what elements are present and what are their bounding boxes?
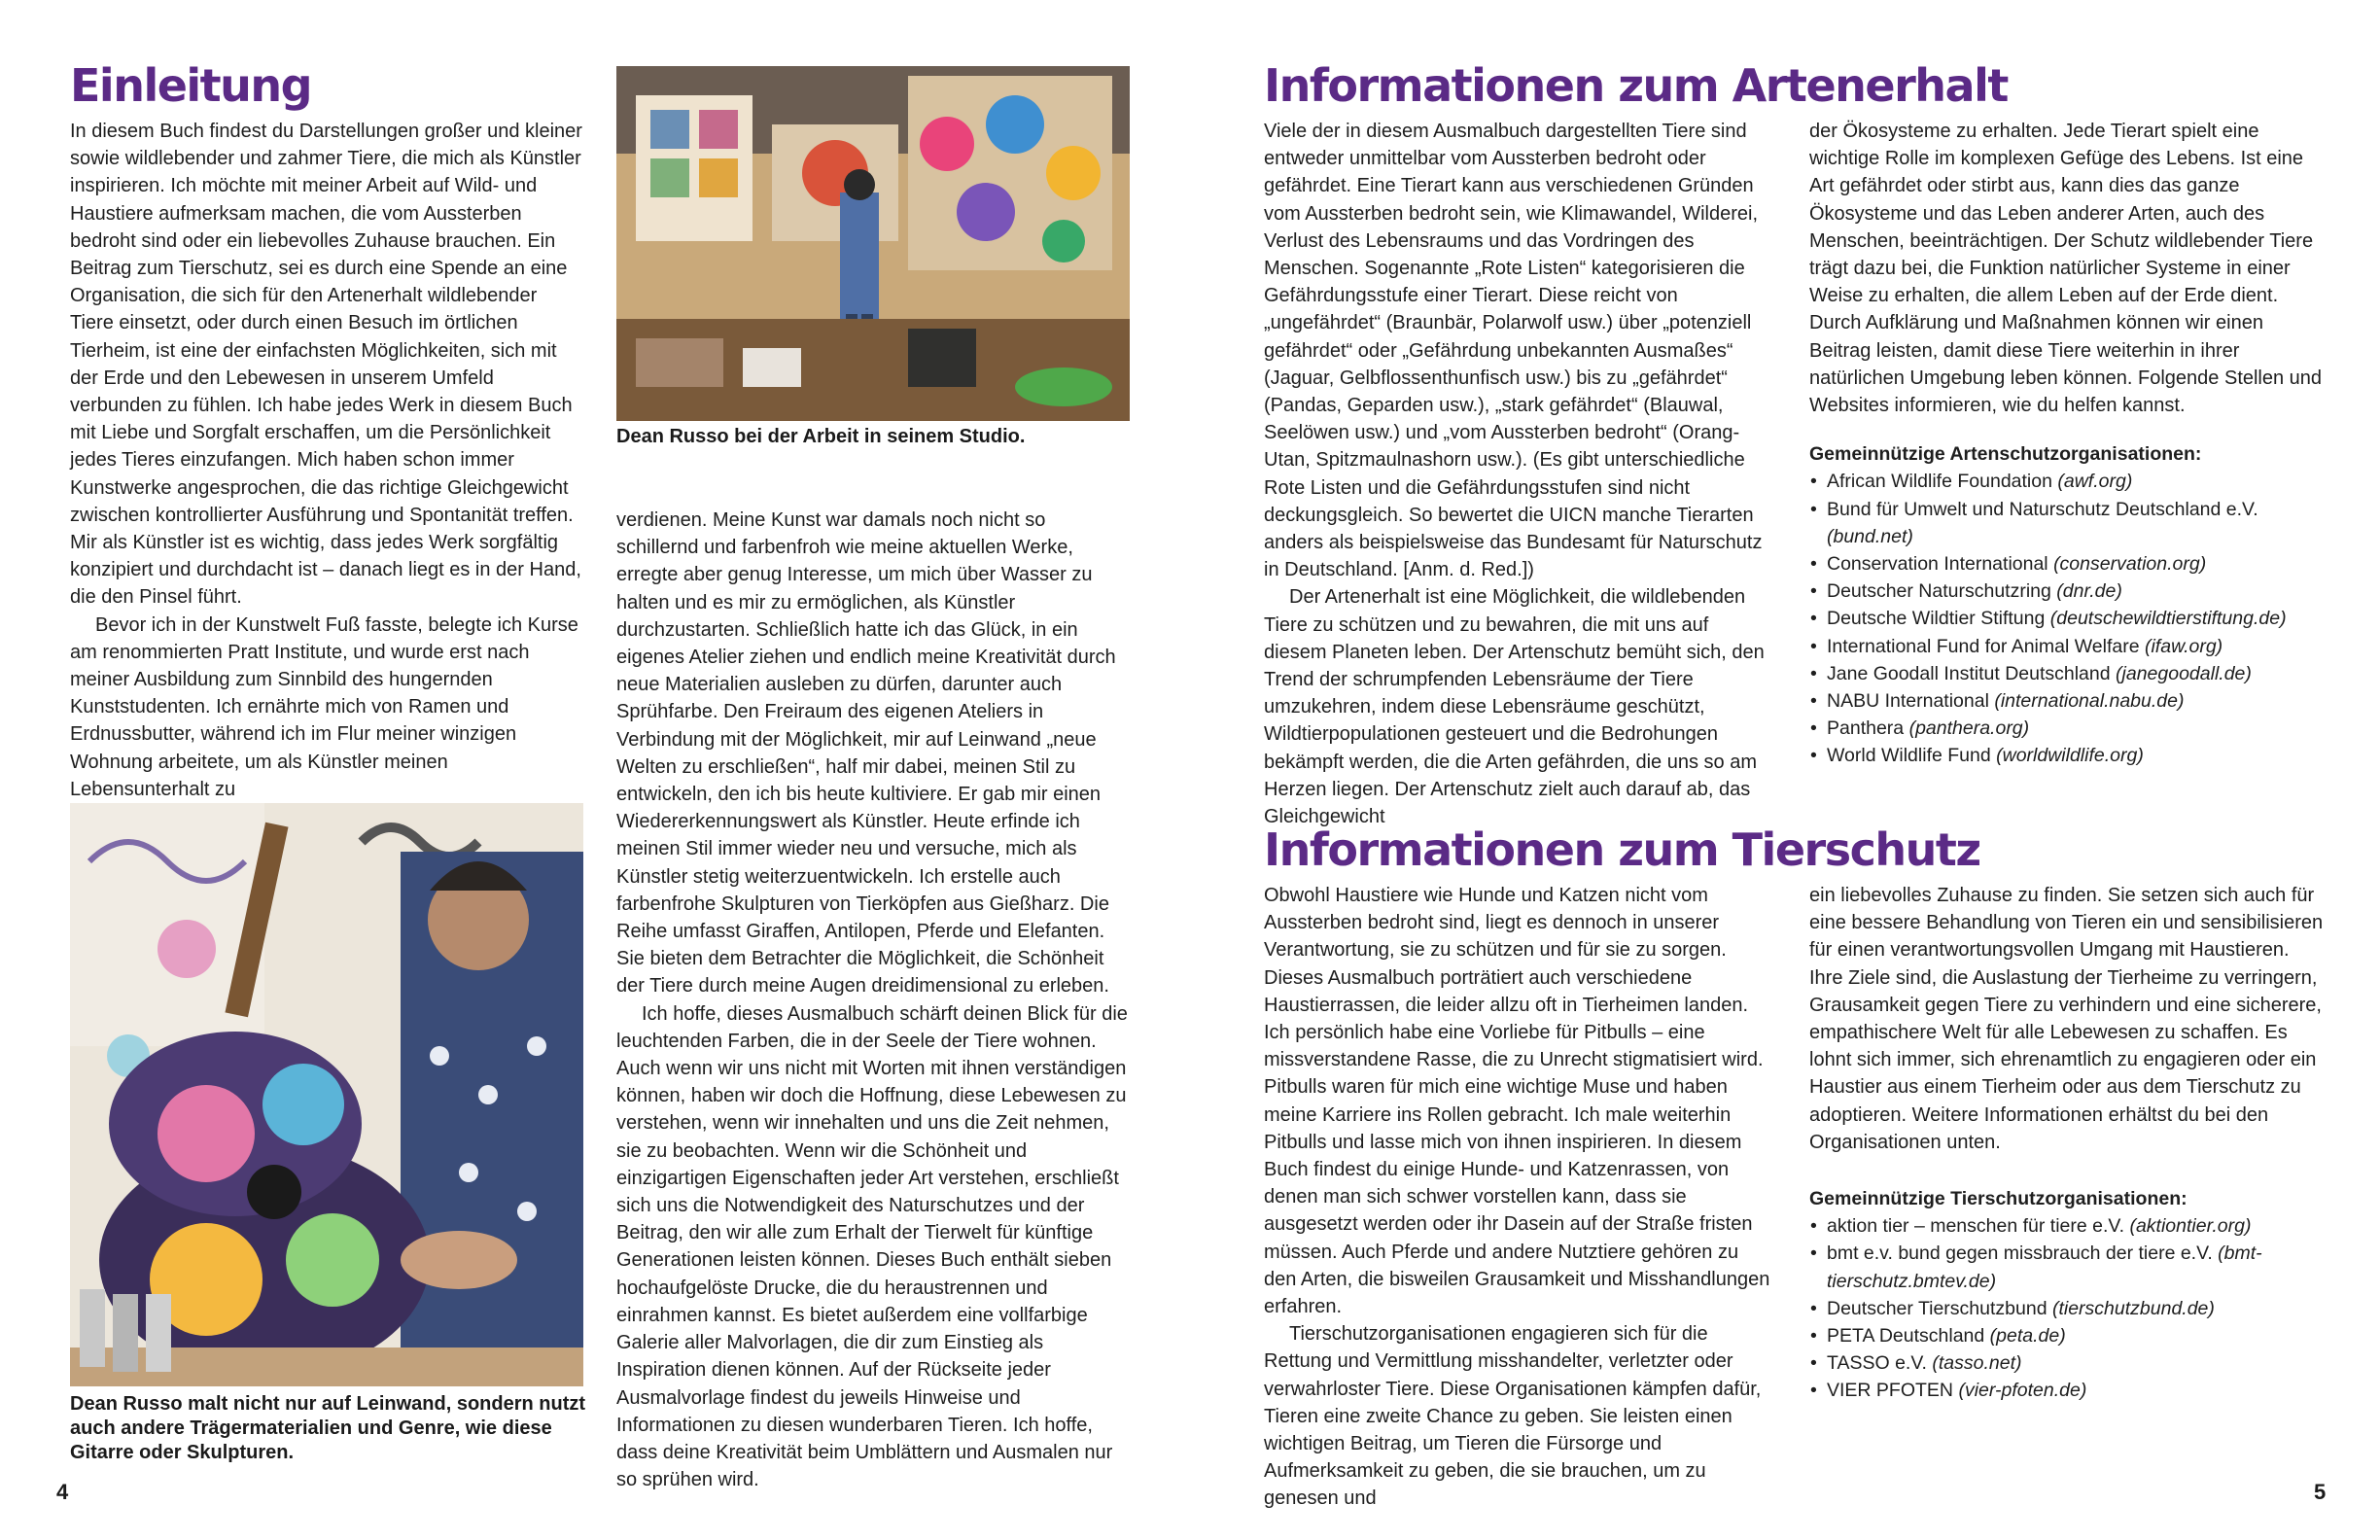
org-url: (bund.net) [1827, 525, 1913, 547]
org-name: VIER PFOTEN [1827, 1380, 1954, 1402]
intro-column-2 [616, 507, 1132, 1493]
artenerhalt-paragraph: der Ökosysteme zu erhalten. Jede Tierart spielt eine wichtige Rolle im komplexen Gefüge des Lebens. Ist eine Art gefährdet oder stirbt aus, kann dies das ganze Ökosysteme und das Leben anderer Arten, auch des Menschen, beeinträchtigen. Der Schutz wildlebender Tiere trägt dazu bei, die Funktion natürlicher Systeme in einer Weise zu erhalten, die allem Leben auf der Erde dient. Durch Aufklärung und Maßnahmen können wir einen Beitrag leisten, damit diese Tiere weiterhin in ihrer natürlichen Umgebung leben können. Folgende Stellen und Websites informieren, wie du helfen kannst. [1809, 121, 2323, 417]
artenerhalt-column-1 [1264, 118, 1775, 830]
org-url: (international.nabu.de) [1994, 690, 2185, 713]
guitar-photo [70, 803, 583, 1386]
org-url: (awf.org) [2057, 471, 2133, 493]
org-url: (worldwildlife.org) [1996, 745, 2144, 767]
artenschutz-org-title: Gemeinnützige Artenschutzorganisationen: [1809, 443, 2202, 466]
org-url: (vier-pfoten.de) [1958, 1380, 2087, 1402]
org-list-item [1809, 578, 2327, 605]
org-url: (aktiontier.org) [2129, 1215, 2252, 1238]
bullet-icon: • [1810, 1297, 1817, 1319]
tierschutz-paragraph: Obwohl Haustiere wie Hunde und Katzen nicht vom Aussterben bedroht sind, liegt es dennoch in unserer Verantwortung, sie zu schützen und für sie zu sorgen. Dieses Ausmalbuch porträtiert auch verschiedene Haustierrassen, die leider allzu oft in Tierheimen landen. Ich persönlich habe eine Vorliebe für Pitbulls – eine missverstandene Rasse, die zu Unrecht stigmatisiert wird. Pitbulls waren für mich eine wichtige Muse und haben meine Karriere ins Rollen gebracht. Ich male weiterhin Pitbulls und lasse mich von ihnen inspirieren. In diesem Buch findest du einige Hunde- und Katzenrassen, von denen man sich schwer vorstellen kann, dass sie ausgesetzt werden oder ihr Dasein auf der Straße fristen müssen. Auch Pferde und andere Nutztiere gehören zu den Arten, die bisweilen Grausamkeit und Misshandlungen erfahren. [1264, 885, 1770, 1318]
org-name: Deutsche Wildtier Stiftung [1827, 608, 2046, 630]
org-list-item [1809, 605, 2327, 632]
intro-paragraph: Bevor ich in der Kunstwelt Fuß fasste, belegte ich Kurse am renommierten Pratt Institute, und wurde erst nach meiner Ausbildung zum Sinnbild des hungernden Kunststudenten. Ich ernährte mich von Ramen und Erdnussbutter, während ich im Flur meiner winzigen Wohnung arbeitete, um als Künstler meinen Lebensunterhalt zu [70, 613, 578, 800]
artenschutz-org-list [1809, 468, 2327, 769]
studio-photo-image [616, 66, 1130, 421]
artenerhalt-paragraph: Viele der in diesem Ausmalbuch dargestellten Tiere sind entweder unmittelbar vom Aussterben bedroht oder gefährdet. Eine Tierart kann aus verschiedenen Gründen vom Aussterben bedroht sein, wie Klimawandel, Wilderei, Verlust des Lebensraums und das Vordringen des Menschen. Sogenannte „Rote Listen“ kategorisieren die Gefährdungsstufe einer Tierart. Diese reicht von „ungefährdet“ (Braunbär, Polarwolf usw.) über „potenziell gefährdet“ oder „Gefährdung unbekannten Ausmaßes“ (Jaguar, Gelbflossenthunfisch usw.) bis zu „gefährdet“ (Pandas, Geparden usw.), „stark gefährdet“ (Blauwal, Seelöwen usw.) und „vom Aussterben bedroht“ (Orang-Utan, Spitzmaulnashorn usw.). (Es gibt unterschiedliche Rote Listen und die Gefährdungsstufen sind nicht deckungsgleich. So bewertet die UICN manche Tierarten anders als beispielsweise das Bundesamt für Naturschutz in Deutschland. [Anm. d. Red.]) [1264, 121, 1763, 581]
org-list-item [1809, 660, 2327, 687]
org-list-item [1809, 496, 2327, 550]
org-name: African Wildlife Foundation [1827, 471, 2052, 493]
heading-einleitung: Einleitung [70, 59, 312, 112]
page-number-left: 4 [56, 1480, 69, 1504]
org-url: (dnr.de) [2056, 580, 2122, 603]
bullet-icon: • [1810, 1242, 1817, 1265]
bullet-icon: • [1810, 635, 1817, 657]
bullet-icon: • [1810, 471, 1817, 493]
org-url: (bmt-tierschutz.bmtev.de) [1827, 1242, 2262, 1292]
org-list-item [1809, 742, 2327, 769]
org-name: Panthera [1827, 718, 1905, 740]
org-name: bmt e.v. bund gegen missbrauch der tiere e.V. [1827, 1242, 2213, 1265]
org-list-item [1809, 633, 2327, 660]
org-list-item [1809, 468, 2327, 495]
bullet-icon: • [1810, 745, 1817, 767]
bullet-icon: • [1810, 580, 1817, 603]
org-name: Bund für Umwelt und Naturschutz Deutschland e.V. [1827, 498, 2258, 520]
bullet-icon: • [1810, 1352, 1817, 1375]
intro-paragraph: Ich hoffe, dieses Ausmalbuch schärft deinen Blick für die leuchtenden Farben, die in der Seele der Tiere wohnen. Auch wenn wir uns nicht mit Worten mit ihnen verständigen können, haben wir doch die Hoffnung, diese Lebewesen zu verstehen, wenn wir innehalten und uns die Zeit nehmen, sie zu beobachten. Wenn wir die Schönheit und einzigartigen Eigenschaften jeder Art verstehen, erschließt sich uns die Notwendigkeit des Naturschutzes und der Beitrag, den wir alle zum Erhalt der Tierwelt für künftige Generationen leisten können. Dieses Buch enthält sieben hochaufgelöste Drucke, die du heraustrennen und einrahmen kannst. Es bietet außerdem eine vollfarbige Galerie aller Malvorlagen, die dir zum Einstieg als Inspiration dienen können. Auf der Rückseite jeder Ausmalvorlage findest du jeweils Hinweise und Informationen zu diesen wunderbaren Tieren. Ich hoffe, dass deine Kreativität beim Umblättern und Ausmalen nur so sprühen wird. [616, 1002, 1128, 1491]
org-name: TASSO e.V. [1827, 1352, 1927, 1375]
tierschutz-column-2 [1809, 882, 2327, 1405]
tierschutz-paragraph: Tierschutzorganisationen engagieren sich für die Rettung und Vermittlung misshandelter, verletzter oder verwahrloster Tiere. Diese Organisationen kämpfen dafür, Tieren eine zweite Chance zu geben. Sie leisten einen wichtigen Beitrag, um Tieren die Fürsorge und Aufmerksamkeit zu geben, die sie brauchen, um zu genesen und [1264, 1323, 1762, 1510]
bullet-icon: • [1810, 1215, 1817, 1238]
org-url: (tierschutzbund.de) [2051, 1297, 2215, 1319]
org-name: Deutscher Naturschutzring [1827, 580, 2051, 603]
tierschutz-org-title: Gemeinnützige Tierschutzorganisationen: [1809, 1188, 2188, 1210]
org-url: (deutschewildtierstiftung.de) [2049, 608, 2287, 630]
org-name: Conservation International [1827, 553, 2048, 576]
org-list-item [1809, 715, 2327, 742]
org-url: (conservation.org) [2053, 553, 2207, 576]
org-name: Deutscher Tierschutzbund [1827, 1297, 2048, 1319]
caption-studio: Dean Russo bei der Arbeit in seinem Studio. [616, 426, 1026, 447]
org-name: aktion tier – menschen für tiere e.V. [1827, 1215, 2125, 1238]
caption-guitar: Dean Russo malt nicht nur auf Leinwand, sondern nutzt auch andere Trägermaterialien und Genre, wie diese Gitarre oder Skulpturen. [70, 1393, 586, 1463]
bullet-icon: • [1810, 498, 1817, 520]
intro-paragraph: In diesem Buch findest du Darstellungen großer und kleiner sowie wildlebender und zahmer Tiere, die mich als Künstler inspirieren. Ich möchte mit meiner Arbeit auf Wild- und Haustiere aufmerksam machen, die vom Aussterben bedroht sind oder ein liebevolles Zuhause brauchen. Ein Beitrag zum Tierschutz, sei es durch eine Spende an eine Organisation, die sich für den Artenerhalt wildlebender Tiere einsetzt, oder durch einen Besuch im örtlichen Tierheim, ist eine der einfachsten Möglichkeiten, sich mit der Erde und den Lebewesen in unserem Umfeld verbunden zu fühlen. Ich habe jedes Werk in diesem Buch mit Liebe und Sorgfalt erschaffen, um die Persönlichkeit jedes Tieres einzufangen. Mich haben schon immer Kunstwerke angesprochen, die das richtige Gleichgewicht zwischen kontrollierter Ausführung und Spontanität treffen. Mir als Künstler ist es wichtig, dass jedes Werk sorgfältig konzipiert und durchdacht ist – danach liegt es in der Hand, die den Pinsel führt. [70, 121, 582, 609]
org-list-item [1809, 1240, 2327, 1294]
intro-column-1 [70, 118, 583, 803]
org-url: (peta.de) [1989, 1325, 2066, 1348]
org-url: (janegoodall.de) [2116, 662, 2252, 684]
org-url: (ifaw.org) [2144, 635, 2223, 657]
studio-photo [616, 66, 1130, 421]
org-url: (tasso.net) [1932, 1352, 2022, 1375]
bullet-icon: • [1810, 553, 1817, 576]
guitar-photo-image [70, 803, 583, 1386]
org-list-item [1809, 1322, 2327, 1349]
page-number-right: 5 [2314, 1480, 2327, 1504]
org-name: PETA Deutschland [1827, 1325, 1985, 1348]
bullet-icon: • [1810, 1380, 1817, 1402]
org-name: NABU International [1827, 690, 1989, 713]
org-list-item [1809, 1349, 2327, 1377]
bullet-icon: • [1810, 608, 1817, 630]
org-list-item [1809, 550, 2327, 578]
bullet-icon: • [1810, 662, 1817, 684]
bullet-icon: • [1810, 1325, 1817, 1348]
org-name: Jane Goodall Institut Deutschland [1827, 662, 2111, 684]
org-list-item [1809, 687, 2327, 715]
tierschutz-column-1 [1264, 882, 1775, 1513]
bullet-icon: • [1810, 690, 1817, 713]
heading-artenerhalt: Informationen zum Artenerhalt [1264, 59, 2008, 112]
artenerhalt-column-2 [1809, 118, 2327, 770]
intro-paragraph: verdienen. Meine Kunst war damals noch nicht so schillernd und farbenfroh wie meine aktuellen Werke, erregte aber genug Interesse, um mich über Wasser zu halten und es mir zu ermöglichen, als Künstler durchzustarten. Schließlich hatte ich das Glück, in ein eigenes Atelier ziehen und endlich meine Kreativität durch neue Materialien ausleben zu dürfen, darunter auch Sprühfarbe. Den Freiraum des eigenen Ateliers in Verbindung mit der Möglichkeit, mir auf Leinwand „neue Welten zu erschließen“, half mir dabei, meinen Stil zu entwickeln, den ich bis heute kultiviere. Er gab mir einen Wiedererkennungswert als Künstler. Heute erfinde ich meinen Stil immer wieder neu und versuche, mich als Künstler stetig weiterzuentwickeln. Ich erstelle auch farbenfrohe Skulpturen von Tierköpfen aus Gießharz. Die Reihe umfasst Giraffen, Antilopen, Pferde und Elefanten. Sie bieten dem Betrachter die Möglichkeit, die Schönheit der Tiere durch meine Augen dreidimensional zu erleben. [616, 509, 1116, 998]
org-url: (panthera.org) [1908, 718, 2030, 740]
heading-tierschutz: Informationen zum Tierschutz [1264, 823, 1980, 876]
tierschutz-paragraph: ein liebevolles Zuhause zu finden. Sie setzen sich auch für eine bessere Behandlung von Tieren ein und sensibilisieren für einen verantwortungsvollen Umgang mit Haustieren. Ihre Ziele sind, die Auslastung der Tierheime zu verringern, Grausamkeit gegen Tiere zu verhindern und eine sicherere, empathischere Welt für alle Lebewesen zu schaffen. Es lohnt sich immer, sich ehrenamtlich zu engagieren oder ein Haustier aus einem Tierheim oder aus dem Tierschutz zu adoptieren. Weitere Informationen erhältst du bei den Organisationen unten. [1809, 885, 2324, 1153]
org-list-item [1809, 1295, 2327, 1322]
org-list-item [1809, 1377, 2327, 1404]
artenerhalt-paragraph: Der Artenerhalt ist eine Möglichkeit, die wildlebenden Tiere zu schützen und zu bewahren, die mit uns auf diesem Planeten leben. Der Artenschutz bemüht sich, den Trend der schrumpfenden Lebensräume der Tiere umzukehren, indem diese Lebensräume geschützt, Wildtierpopulationen gesteuert und die Bedrohungen bekämpft werden, die die Arten gefährden, die uns so am Herzen liegen. Der Artenschutz zielt auch darauf ab, das Gleichgewicht [1264, 586, 1765, 828]
org-name: International Fund for Animal Welfare [1827, 635, 2140, 657]
tierschutz-org-list [1809, 1212, 2327, 1404]
org-list-item [1809, 1212, 2327, 1240]
bullet-icon: • [1810, 718, 1817, 740]
org-name: World Wildlife Fund [1827, 745, 1991, 767]
